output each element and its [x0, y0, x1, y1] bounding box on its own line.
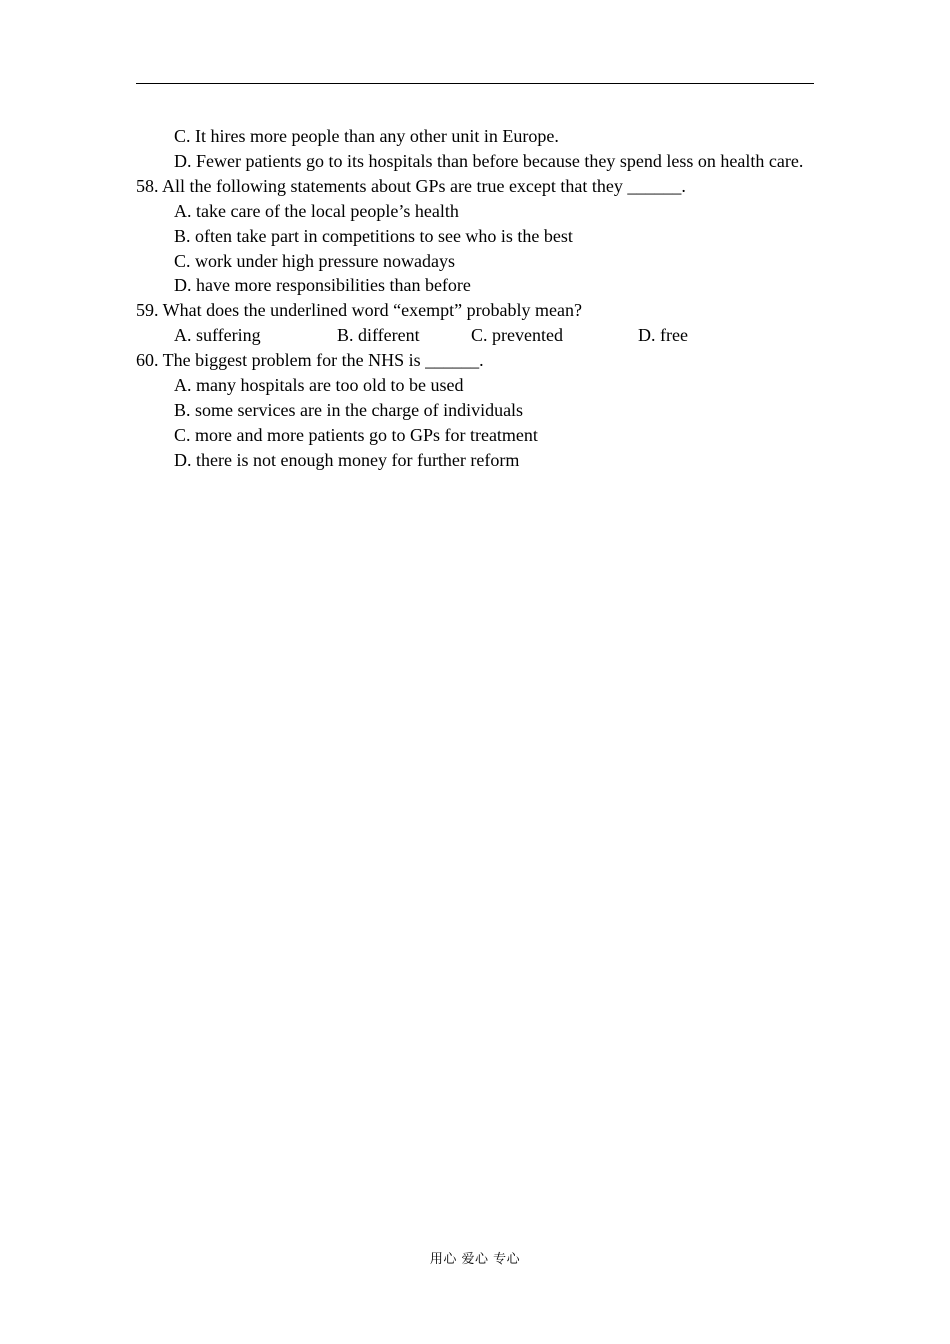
page-footer: 用心 爱心 专心: [429, 1252, 521, 1267]
q57-option-d: D. Fewer patients go to its hospitals than before because they spend less on health care.: [174, 150, 804, 171]
q58-option-b: B. often take part in competitions to see who is the best: [174, 225, 573, 246]
q60-option-a: A. many hospitals are too old to be used: [174, 375, 464, 396]
q59-option-b: B. different: [337, 325, 420, 346]
q59-option-d: D. free: [638, 325, 688, 346]
q59-stem: 59. What does the underlined word “exempt” probably mean?: [136, 300, 583, 321]
header-rule: [136, 83, 814, 84]
q60-option-c: C. more and more patients go to GPs for treatment: [174, 424, 538, 445]
q58-option-a: A. take care of the local people’s health: [174, 200, 459, 221]
q58-option-c: C. work under high pressure nowadays: [174, 250, 455, 271]
q59-option-a: A. suffering: [174, 325, 261, 346]
q59-options-row: [136, 323, 814, 348]
q60-option-b: B. some services are in the charge of individuals: [174, 399, 524, 420]
q57-option-c: C. It hires more people than any other unit in Europe.: [174, 126, 559, 146]
q58-option-d: D. have more responsibilities than before: [174, 275, 471, 296]
q60-stem: 60. The biggest problem for the NHS is ______.: [136, 350, 484, 371]
q60-option-d: D. there is not enough money for further reform: [174, 449, 520, 470]
question-content: [136, 124, 814, 473]
q59-option-c: C. prevented: [471, 325, 563, 346]
q58-stem: 58. All the following statements about GPs are true except that they ______.: [136, 175, 686, 196]
